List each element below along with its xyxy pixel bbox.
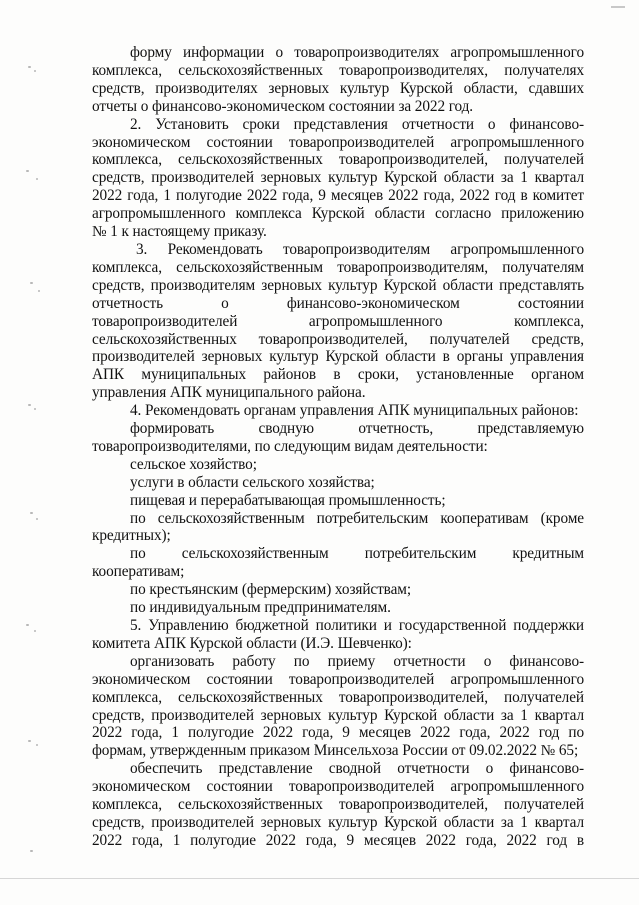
list-item: пищевая и перерабатывающая промышленность; [130, 491, 446, 509]
text-line: 5. Управлению бюджетной политики и государственной поддержки [130, 617, 584, 634]
text-line: форму информации о товаропроизводителях агропромышленного [130, 44, 584, 61]
text-line: 2. Установить сроки представления отчетности о финансово- [130, 115, 584, 133]
text-line: комплекса, сельскохозяйственным товаропроизводителям, получателям [92, 258, 584, 276]
text-line: отчеты о финансово-экономическом состоянии за 2022 год. [92, 97, 474, 115]
text-line: сельскохозяйственных товаропроизводителей, получателей средств, [92, 330, 584, 348]
text-line: отчетность о финансово-экономическом состоянии [92, 294, 584, 312]
document-body [92, 44, 584, 850]
text-line: товаропроизводителями, по следующим видам деятельности: [92, 437, 488, 455]
scan-mark [611, 6, 625, 8]
text-line: № 1 к настоящему приказу. [92, 223, 267, 241]
list-item: кредитных); [92, 527, 171, 545]
text-line: формировать сводную отчетность, представляемую [130, 420, 584, 438]
text-line: производителей зерновых культур Курской области в органы управления [92, 348, 584, 366]
text-line: товаропроизводителей агропромышленного комплекса, [92, 312, 584, 330]
text-line: комплекса, сельскохозяйственных товаропроизводителей, получателей [92, 796, 584, 814]
list-item: сельское хозяйство; [130, 455, 257, 473]
scan-margin-specks [0, 0, 60, 905]
list-item: по индивидуальным предпринимателям. [130, 599, 391, 617]
text-line: агропромышленного комплекса Курской области согласно приложению [92, 205, 584, 223]
text-line: средств, производителей зерновых культур Курской области за 1 квартал [92, 706, 584, 724]
list-item: по крестьянским (фермерским) хозяйствам; [130, 581, 412, 599]
text-line: комплекса, сельскохозяйственных товаропроизводителей, получателей [92, 151, 584, 169]
text-line: средств, производителей зерновых культур Курской области за 1 квартал [92, 813, 584, 831]
text-line: АПК муниципальных районов в сроки, установленные органом [92, 366, 584, 384]
text-line: экономическом состоянии товаропроизводителей агропромышленного [92, 133, 584, 151]
text-line: формам, утвержденным приказом Минсельхоза России от 09.02.2022 № 65; [92, 742, 579, 760]
text-line: экономическом состоянии товаропроизводителей агропромышленного [92, 670, 584, 688]
text-line: средств, производителях зерновых культур Курской области, сдавших [92, 79, 584, 97]
text-line: 2022 года, 1 полугодие 2022 года, 9 месяцев 2022 года, 2022 год по [92, 724, 584, 742]
text-line: обеспечить представление сводной отчетности о финансово- [130, 760, 584, 778]
text-line: 2022 года, 1 полугодие 2022 года, 9 месяцев 2022 года, 2022 год в [92, 831, 584, 849]
text-line: 4. Рекомендовать органам управления АПК муниципальных районов: [130, 402, 579, 420]
list-item: услуги в области сельского хозяйства; [130, 473, 375, 491]
text-line: средств, производителей зерновых культур Курской области за 1 квартал [92, 169, 584, 187]
list-item: кооперативам; [92, 563, 185, 581]
text-line: экономическом состоянии товаропроизводителей агропромышленного [92, 778, 584, 796]
text-line: организовать работу по приему отчетности о финансово- [130, 652, 584, 670]
text-line: комитета АПК Курской области (И.Э. Шевченко): [92, 634, 412, 652]
text-line: комплекса, сельскохозяйственных товаропроизводителях, получателях [92, 61, 584, 79]
list-item: по сельскохозяйственным потребительским кредитным [130, 545, 584, 563]
text-line: комплекса, сельскохозяйственных товаропроизводителей, получателей [92, 688, 584, 706]
text-line: средств, производителям зерновых культур Курской области представлять [92, 276, 584, 294]
text-line: 3. Рекомендовать товаропроизводителям агропромышленного [136, 240, 584, 258]
text-line: 2022 года, 1 полугодие 2022 года, 9 месяцев 2022 года, 2022 год в комитет [92, 187, 584, 205]
text-line: управления АПК муниципального района. [92, 384, 366, 402]
list-item: по сельскохозяйственным потребительским кооперативам (кроме [130, 509, 584, 527]
scan-bottom-edge [0, 878, 639, 879]
